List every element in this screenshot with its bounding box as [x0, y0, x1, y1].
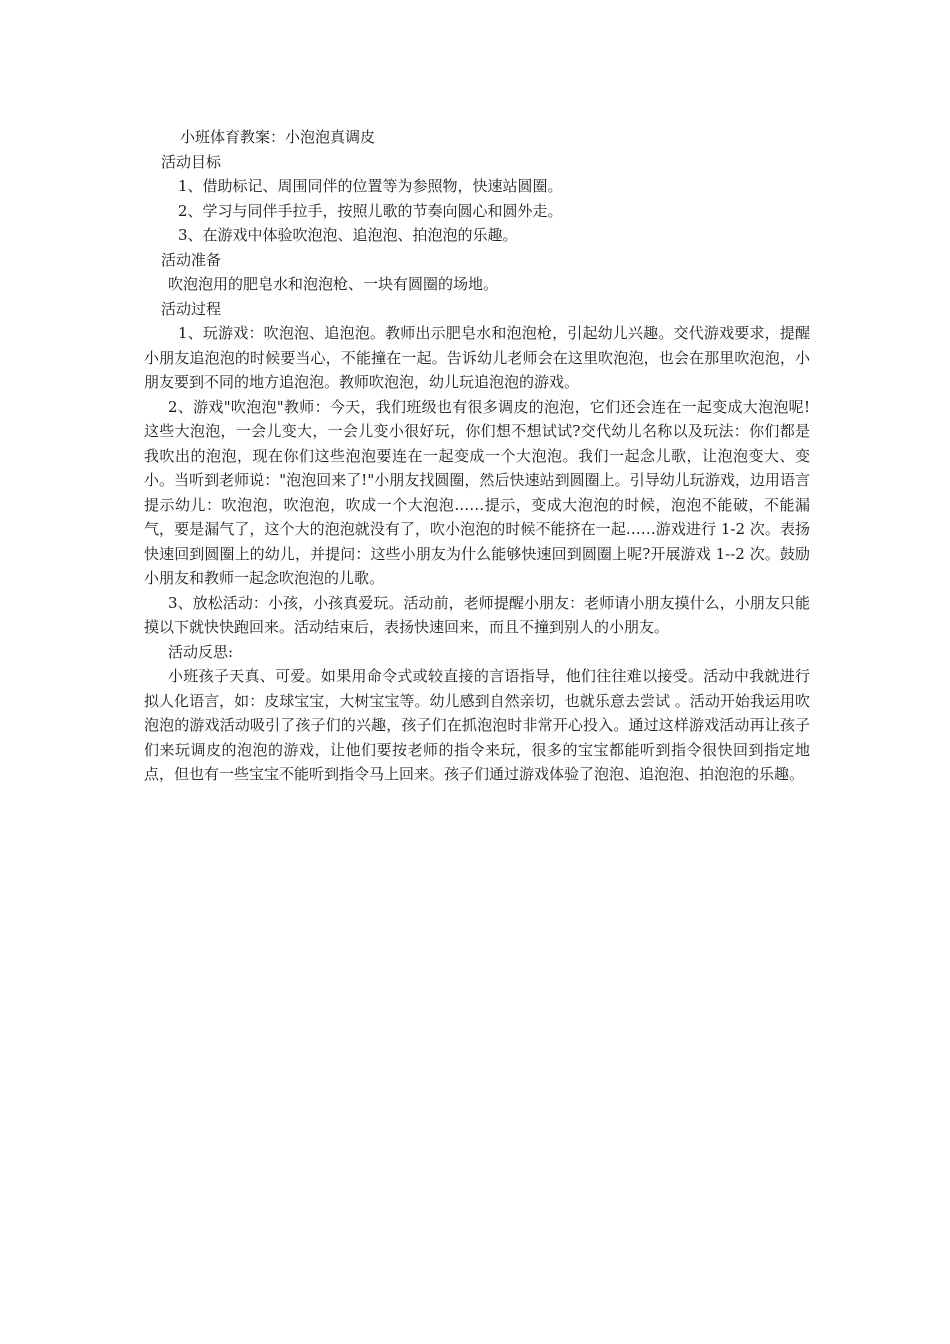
document-title: 小班体育教案：小泡泡真调皮 [180, 128, 376, 146]
prep-heading: 活动准备 [161, 250, 222, 269]
process-step: 2、游戏"吹泡泡"教师：今天，我们班级也有很多调皮的泡泡，它们还会连在一起变成大泡泡呢!这些大泡泡，一会儿变大，一会儿变小很好玩，你们想不想试试?交代幼儿名称以及玩法：你们都是我吹出的泡泡，现在你们这些泡泡要连在一起变成一个大泡泡。我们一起念儿歌，让泡泡变大、变小。当听到老师说："泡泡回来了!"小朋友找圆圈，然后快速站到圆圈上。引导幼儿玩游戏，边用语言提示幼儿：吹泡泡，吹泡泡，吹成一个大泡泡……提示，变成大泡泡的时候，泡泡不能破，不能漏气，要是漏气了，这个大的泡泡就没有了，吹小泡泡的时候不能挤在一起……游戏进行 1-2 次。表扬快速回到圆圈上的幼儿，并提问：这些小朋友为什么能够快速回到圆圈上呢?开展游戏 1--2 次。鼓励小朋友和教师一起念吹泡泡的儿歌。 [144, 397, 810, 587]
document-body [144, 125, 810, 787]
process-heading: 活动过程 [161, 299, 222, 318]
process-step: 3、放松活动：小孩，小孩真爱玩。活动前，老师提醒小朋友：老师请小朋友摸什么，小朋友只能摸以下就快快跑回来。活动结束后，表扬快速回来，而且不撞到别人的小朋友。 [144, 593, 810, 636]
prep-text: 吹泡泡用的肥皂水和泡泡枪、一块有圆圈的场地。 [168, 275, 499, 293]
reflection-heading: 活动反思: [168, 642, 234, 661]
process-step: 1、玩游戏：吹泡泡、追泡泡。教师出示肥皂水和泡泡枪，引起幼儿兴趣。交代游戏要求，提醒小朋友追泡泡的时候要当心，不能撞在一起。告诉幼儿老师会在这里吹泡泡，也会在那里吹泡泡，小朋友要到不同的地方追泡泡。教师吹泡泡，幼儿玩追泡泡的游戏。 [144, 324, 810, 391]
goals-heading: 活动目标 [161, 152, 222, 171]
goal-item: 1、借助标记、周围同伴的位置等为参照物，快速站圆圈。 [178, 177, 563, 195]
goal-item: 3、在游戏中体验吹泡泡、追泡泡、拍泡泡的乐趣。 [178, 226, 518, 244]
reflection-text: 小班孩子天真、可爱。如果用命令式或较直接的言语指导，他们往往难以接受。活动中我就进行拟人化语言，如：皮球宝宝，大树宝宝等。幼儿感到自然亲切，也就乐意去尝试 。活动开始我运用吹泡泡的游戏活动吸引了孩子们的兴趣，孩子们在抓泡泡时非常开心投入。通过这样游戏活动再让孩子们来玩调皮的泡泡的游戏，让他们要按老师的指令来玩，很多的宝宝都能听到指令很快回到指定地点，但也有一些宝宝不能听到指令马上回来。孩子们通过游戏体验了泡泡、追泡泡、拍泡泡的乐趣。 [144, 667, 810, 783]
goal-item: 2、学习与同伴手拉手，按照儿歌的节奏向圆心和圆外走。 [178, 201, 563, 220]
